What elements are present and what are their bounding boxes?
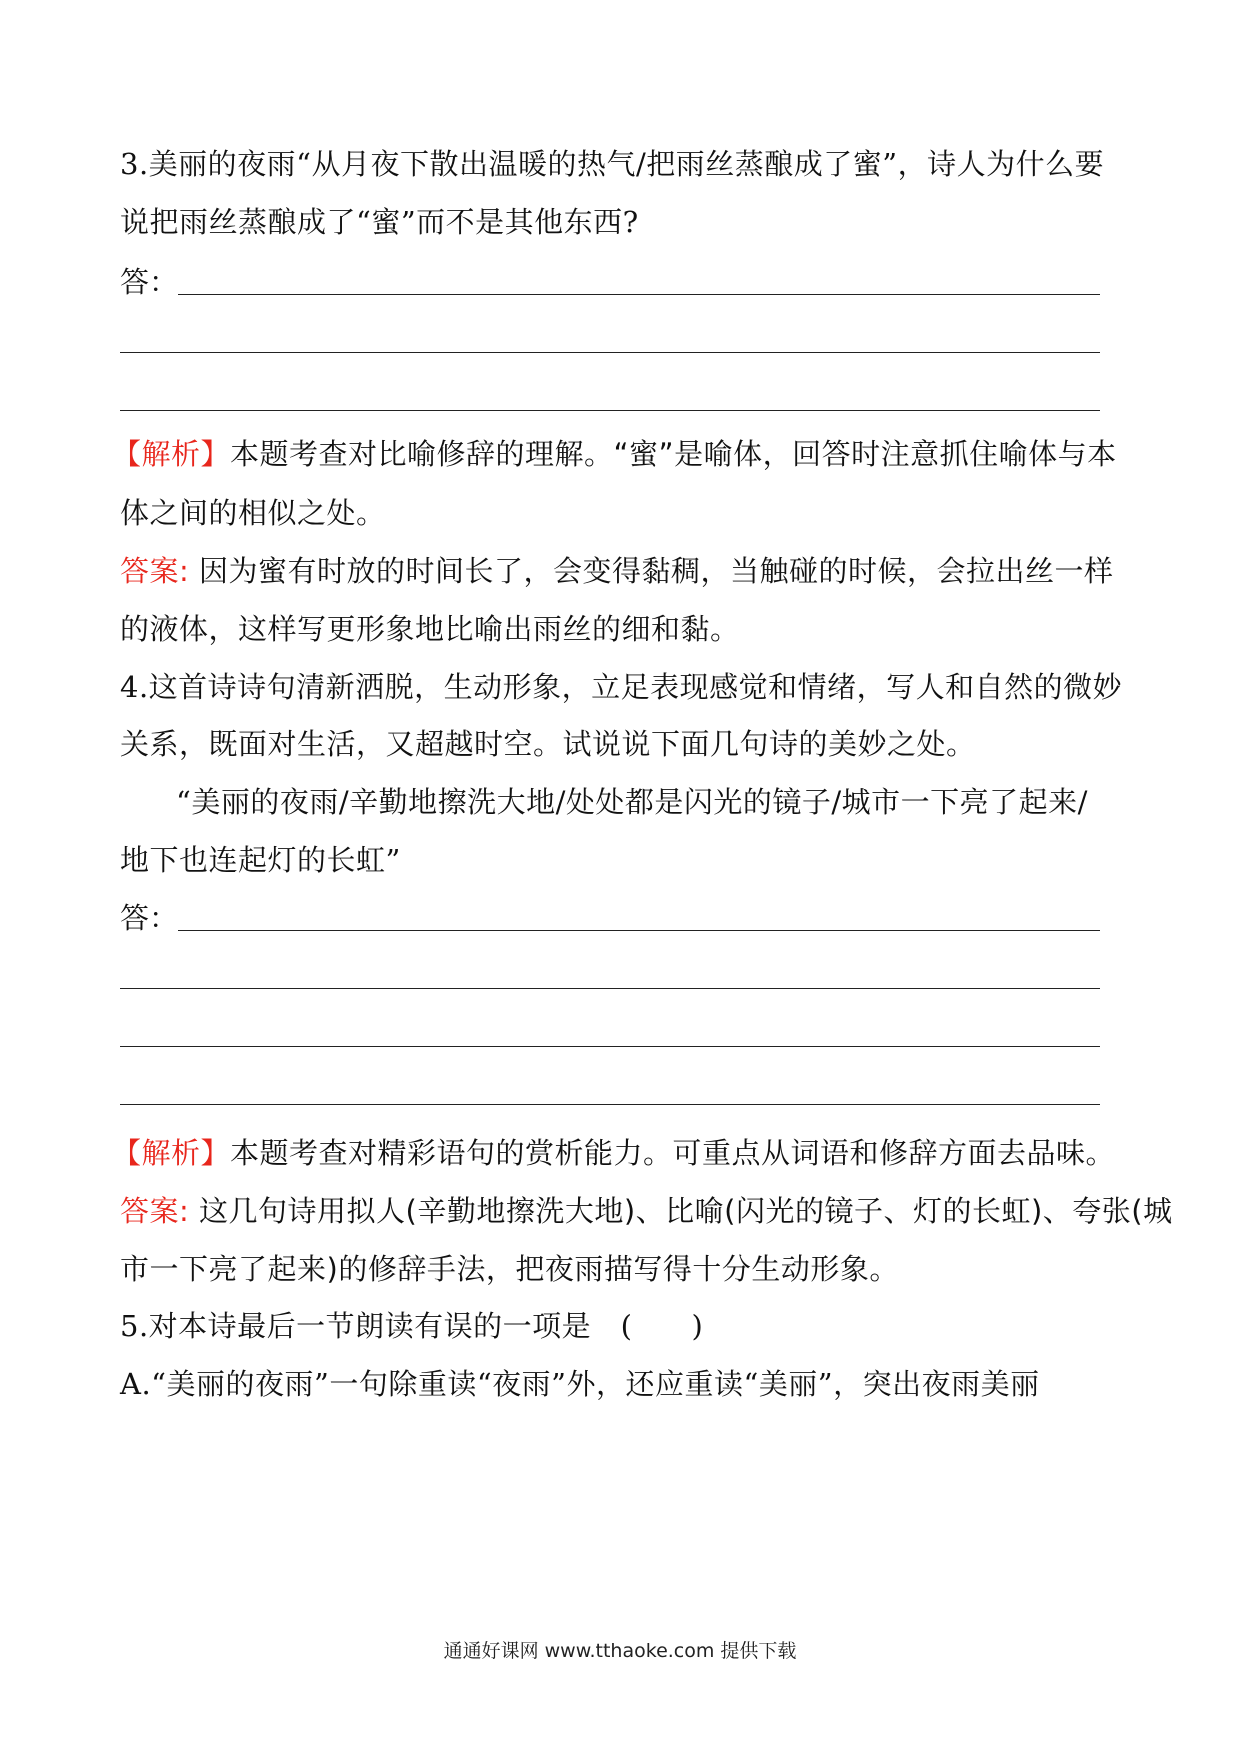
- q3-answer-blank-line-2[interactable]: [120, 352, 1100, 353]
- q4-answer-text-1: 这几句诗用拟人(辛勤地擦洗大地)、比喻(闪光的镜子、灯的长虹)、夸张(城: [189, 1194, 1173, 1228]
- q4-quote-line-1: “美丽的夜雨/辛勤地擦洗大地/处处都是闪光的镜子/城市一下亮了起来/: [176, 785, 1088, 819]
- answer-tag: 答案:: [120, 554, 190, 588]
- analysis-tag: 【解析】: [112, 437, 231, 471]
- q3-analysis: [112, 434, 1122, 474]
- q4-answer: [120, 1191, 1173, 1231]
- q3-analysis-text-2: 体之间的相似之处。: [120, 496, 386, 530]
- q3-answer-blank-line-1[interactable]: [178, 294, 1100, 295]
- q4-answer-blank-line-2[interactable]: [120, 988, 1100, 989]
- q4-answer-blank-line-1[interactable]: [178, 930, 1100, 931]
- q4-analysis-text-1: 本题考查对精彩语句的赏析能力。可重点从词语和修辞方面去品味。: [230, 1136, 1116, 1170]
- q3-answer-text-1: 因为蜜有时放的时间长了，会变得黏稠，当触碰的时候，会拉出丝一样: [189, 554, 1114, 588]
- q4-text-line-1: 4.这首诗诗句清新洒脱，生动形象，立足表现感觉和情绪，写人和自然的微妙: [120, 670, 1123, 704]
- q4-answer-text-2: 市一下亮了起来)的修辞手法，把夜雨描写得十分生动形象。: [120, 1252, 899, 1286]
- q5-text-line-1: 5.对本诗最后一节朗读有误的一项是 ( ): [120, 1309, 704, 1343]
- page-footer: 通通好课网 www.tthaoke.com 提供下载: [443, 1640, 797, 1662]
- q3-analysis-text-1: 本题考查对比喻修辞的理解。“蜜”是喻体，回答时注意抓住喻体与本: [230, 437, 1117, 471]
- q4-quote-line-2: 地下也连起灯的长虹”: [120, 843, 401, 877]
- q3-text-line-1: 3.美丽的夜雨“从月夜下散出温暖的热气/把雨丝蒸酿成了蜜”，诗人为什么要: [120, 147, 1105, 181]
- q4-answer-prompt: 答：: [120, 901, 179, 935]
- analysis-tag: 【解析】: [112, 1136, 231, 1170]
- q4-answer-blank-line-3[interactable]: [120, 1046, 1100, 1047]
- q3-answer-blank-line-3[interactable]: [120, 410, 1100, 411]
- q3-answer-text-2: 的液体，这样写更形象地比喻出雨丝的细和黏。: [120, 612, 740, 646]
- q5-option-a: A.“美丽的夜雨”一句除重读“夜雨”外，还应重读“美丽”，突出夜雨美丽: [120, 1367, 1040, 1401]
- q3-answer-prompt: 答：: [120, 265, 179, 299]
- q4-analysis: [112, 1133, 1122, 1173]
- q3-text-line-2: 说把雨丝蒸酿成了“蜜”而不是其他东西?: [120, 205, 639, 239]
- q4-text-line-2: 关系，既面对生活，又超越时空。试说说下面几句诗的美妙之处。: [120, 727, 976, 761]
- q4-answer-blank-line-4[interactable]: [120, 1104, 1100, 1105]
- q3-answer: [120, 551, 1130, 591]
- answer-tag: 答案:: [120, 1194, 190, 1228]
